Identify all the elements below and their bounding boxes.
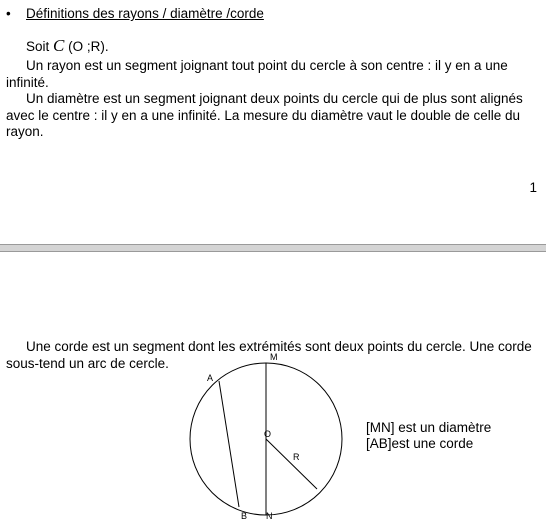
label-r: R bbox=[293, 452, 300, 462]
corde-definition: Une corde est un segment dont les extrémités sont deux points du cercle. Une corde sous-tend un arc de cercle. bbox=[6, 339, 532, 371]
radius-r bbox=[266, 439, 317, 489]
label-n: N bbox=[266, 511, 273, 521]
label-o: O bbox=[264, 429, 272, 439]
chord-ab bbox=[219, 381, 239, 507]
page-number: 1 bbox=[529, 180, 537, 195]
bullet: • bbox=[6, 6, 11, 21]
soit-suffix: (O ;R). bbox=[64, 39, 109, 54]
heading-title: Définitions des rayons / diamètre /corde bbox=[26, 6, 264, 21]
caption-chord: [AB]est une corde bbox=[366, 436, 474, 451]
circle-symbol: C bbox=[53, 36, 65, 55]
rayon-definition: Un rayon est un segment joignant tout point du cercle à son centre : il y en a une infinité. bbox=[6, 58, 508, 90]
caption-diameter: [MN] est un diamètre bbox=[366, 420, 492, 435]
label-m: M bbox=[270, 352, 278, 362]
diametre-definition: Un diamètre est un segment joignant deux points du cercle qui de plus sont alignés avec le centre : il y en a une infinité. La mesure du diamètre vaut le double de celle du rayon. bbox=[6, 91, 523, 139]
label-b: B bbox=[241, 511, 248, 521]
label-a: A bbox=[207, 373, 214, 383]
soit-prefix: Soit bbox=[26, 39, 54, 54]
